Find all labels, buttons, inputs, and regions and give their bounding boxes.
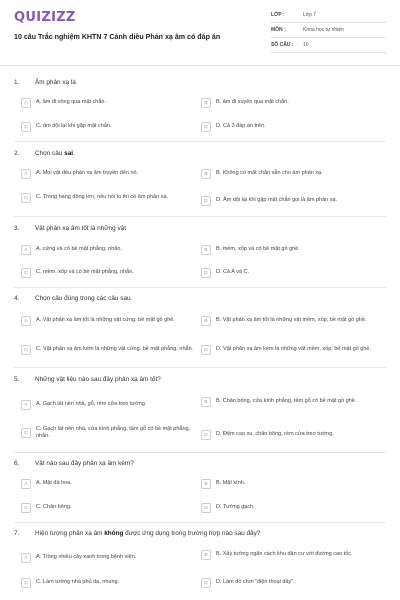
option-text: C. Gạch lát nền nhà, cửa kính phẳng, tấm gỗ có bề mặt phẳng, nhẵn.	[36, 426, 191, 440]
option-text: A. âm đi vòng qua mặt chắn.	[36, 99, 107, 106]
option-a[interactable]	[21, 479, 203, 489]
question-number: 3.	[14, 225, 20, 232]
question-text: Vật nào sau đây phản xạ âm kém?	[35, 460, 134, 467]
option-letter: B	[201, 550, 211, 560]
option-b[interactable]	[201, 316, 373, 326]
option-letter: D	[201, 345, 211, 355]
option-text: C. âm dội lại khi gặp mặt chắn.	[36, 123, 112, 130]
option-letter: B	[201, 245, 211, 255]
option-text: C. Làm tường nhà phủ dạ, nhung.	[36, 579, 120, 586]
option-text: A. Gạch lát nền nhà, gỗ, rèm cửa treo tường.	[36, 401, 147, 408]
option-letter: C	[21, 578, 31, 588]
option-d[interactable]	[201, 578, 373, 588]
option-text: B. Vật phản xạ âm tốt là những vật mềm, xốp, bề mặt gồ ghề.	[216, 317, 367, 324]
option-text: D. Làm đồ chơi "điện thoại dây".	[216, 579, 295, 586]
quizizz-logo: QUIZIZZ	[14, 10, 76, 25]
worksheet-title: 10 câu Trắc nghiệm KHTN 7 Cánh diều Phản xạ âm có đáp án	[14, 33, 221, 41]
option-text: D. Cả A và C.	[216, 269, 250, 276]
option-d[interactable]	[201, 345, 373, 355]
option-letter: C	[21, 268, 31, 278]
option-a[interactable]	[21, 316, 203, 326]
question-divider	[14, 452, 386, 453]
option-text: B. mềm, xốp và có bề mặt gồ ghề.	[216, 246, 300, 253]
question-divider	[14, 216, 386, 217]
meta-value-question-count: 10	[303, 42, 309, 48]
option-letter: D	[201, 430, 211, 440]
option-text: B. Xây tường ngăn cách khu dân cư với đường cao tốc.	[216, 551, 353, 558]
option-b[interactable]	[201, 98, 373, 108]
option-letter: A	[21, 169, 31, 179]
option-a[interactable]	[21, 98, 203, 108]
question-divider	[14, 367, 386, 368]
option-letter: D	[201, 503, 211, 513]
option-d[interactable]	[201, 503, 373, 513]
option-a[interactable]	[21, 553, 203, 563]
question-number: 6.	[14, 460, 20, 467]
option-text: B. Không có mặt chắn vẫn cho âm phản xạ.	[216, 170, 323, 177]
option-letter: A	[21, 553, 31, 563]
option-text: A. Mọi vật đều phản xạ âm truyền đến nó.	[36, 170, 139, 177]
option-text: D. Đệm cao su, chăn bông, rèm cửa treo tường.	[216, 431, 334, 438]
option-text: B. Mặt kính.	[216, 480, 246, 487]
option-a[interactable]	[21, 169, 203, 179]
question-number: 5.	[14, 376, 20, 383]
option-text: A. Mặt đá hoa.	[36, 480, 72, 487]
question-number: 4.	[14, 295, 20, 302]
option-text: C. mềm, xốp và có bề mặt phẳng, nhẵn.	[36, 269, 134, 276]
meta-row-grade	[271, 8, 387, 23]
option-b[interactable]	[201, 397, 373, 407]
option-text: C. Chăn bông.	[36, 504, 72, 511]
worksheet-header	[0, 0, 400, 66]
option-letter: B	[201, 397, 211, 407]
question-number: 2.	[14, 150, 20, 157]
option-text: D. Tường gạch.	[216, 504, 255, 511]
option-text: C. Vật phản xạ âm kém là những vật cứng, bề mặt phẳng, nhẵn.	[36, 346, 194, 353]
option-c[interactable]	[21, 426, 203, 441]
option-letter: A	[21, 479, 31, 489]
option-letter: A	[21, 316, 31, 326]
option-c[interactable]	[21, 345, 203, 355]
option-letter: A	[21, 400, 31, 410]
option-letter: D	[201, 122, 211, 132]
meta-key-question-count: SỐ CÂU :	[271, 42, 294, 48]
option-b[interactable]	[201, 550, 373, 560]
worksheet-meta	[271, 8, 387, 53]
option-text: D. Vật phản xạ âm kém là những vật mềm, xốp, bề mặt gồ ghề.	[216, 346, 372, 353]
option-letter: B	[201, 169, 211, 179]
option-b[interactable]	[201, 169, 373, 179]
option-d[interactable]	[201, 268, 373, 278]
option-letter: C	[21, 428, 31, 438]
option-text: D. Cả 3 đáp án trên.	[216, 123, 266, 130]
option-c[interactable]	[21, 268, 203, 278]
option-letter: D	[201, 196, 211, 206]
option-d[interactable]	[201, 196, 373, 206]
option-letter: C	[21, 193, 31, 203]
option-b[interactable]	[201, 245, 373, 255]
option-c[interactable]	[21, 578, 203, 588]
question-text: Âm phản xạ là	[35, 79, 76, 86]
option-letter: A	[21, 98, 31, 108]
option-a[interactable]	[21, 400, 203, 410]
option-text: B. âm đi xuyên qua mặt chắn.	[216, 99, 289, 106]
option-letter: B	[201, 316, 211, 326]
option-letter: C	[21, 345, 31, 355]
meta-row-question-count	[271, 38, 387, 53]
option-letter: D	[201, 578, 211, 588]
question-text: Vật phản xạ âm tốt là những vật	[35, 225, 126, 232]
question-text: Những vật liệu nào sau đây phản xạ âm tốt?	[35, 376, 161, 383]
question-divider	[14, 141, 386, 142]
question-divider	[14, 522, 386, 523]
option-letter: B	[201, 98, 211, 108]
option-c[interactable]	[21, 193, 203, 203]
meta-value-subject: Khoa học tự nhiên	[303, 27, 344, 33]
option-text: A. cứng và có bề mặt phẳng, nhẵn.	[36, 246, 122, 253]
option-c[interactable]	[21, 122, 203, 132]
meta-value-grade: Lớp 7	[303, 12, 317, 18]
option-d[interactable]	[201, 122, 373, 132]
question-number: 7.	[14, 530, 20, 537]
option-letter: C	[21, 503, 31, 513]
option-text: A. Trồng nhiều cây xanh trong bệnh viện.	[36, 554, 137, 561]
option-a[interactable]	[21, 245, 203, 255]
option-letter: A	[21, 245, 31, 255]
meta-key-grade: LỚP :	[271, 12, 285, 18]
option-text: C. Trong hang động lớn, nếu nói to thì có âm phản xạ.	[36, 194, 169, 201]
option-letter: D	[201, 268, 211, 278]
option-d[interactable]	[201, 430, 373, 440]
option-c[interactable]	[21, 503, 203, 513]
option-letter: C	[21, 122, 31, 132]
question-text: Chọn câu đúng trong các câu sau.	[35, 295, 133, 302]
question-text: Chọn câu sai.	[35, 150, 75, 157]
option-text: D. Âm dội lại khi gặp mặt chắn gọi là âm phản xạ.	[216, 197, 338, 204]
option-text: A. Vật phản xạ âm tốt là những vật cứng, bề mặt gồ ghề.	[36, 317, 175, 324]
meta-row-subject	[271, 23, 387, 38]
option-text: B. Chăn bông, cửa kính phẳng, tấm gỗ có bề mặt gồ ghề.	[216, 398, 357, 405]
option-b[interactable]	[201, 479, 373, 489]
question-text: Hiện tượng phản xạ âm không được ứng dụng trong trường hợp nào sau đây?	[35, 530, 261, 537]
meta-key-subject: MÔN :	[271, 27, 286, 33]
option-letter: B	[201, 479, 211, 489]
question-divider	[14, 287, 386, 288]
question-number: 1.	[14, 79, 20, 86]
